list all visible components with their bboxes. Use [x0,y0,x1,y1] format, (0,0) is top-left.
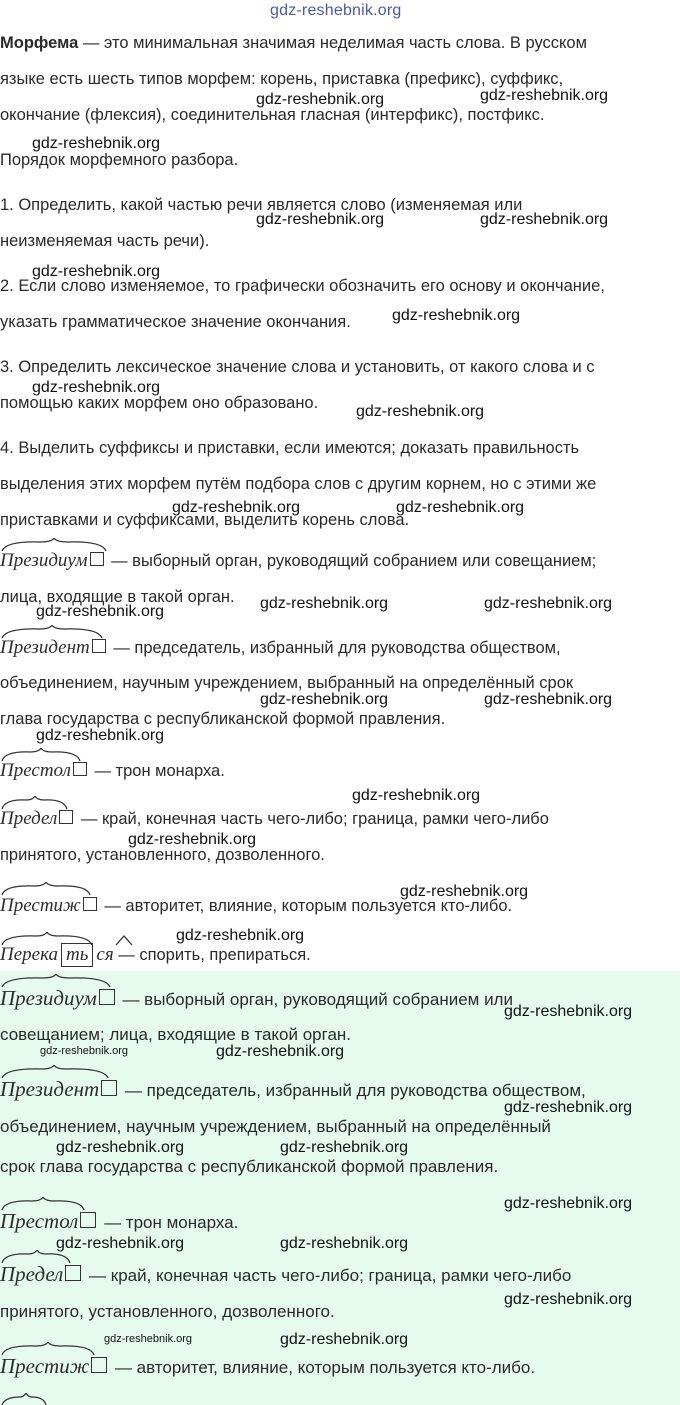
entry-prestol: Престол — трон монарха. [0,760,225,781]
word-prezident: Президент [0,637,90,658]
null-ending-box [101,1080,117,1096]
watermark: gdz-reshebnik.org [56,1235,185,1252]
step-3-line-1: 3. Определить лексическое значение слова и установить, от какого слова и с [0,358,595,376]
watermark: gdz-reshebnik.org [260,595,389,612]
word-prestizh-green: Престиж [0,1354,90,1378]
watermark: gdz-reshebnik.org [352,787,481,804]
watermark: gdz-reshebnik.org [260,691,389,708]
watermark: gdz-reshebnik.org [36,603,165,620]
word-prestol: Престол [0,760,71,781]
entry-predel: Предел — край, конечная часть чего-либо; граница, рамки чего-либо [0,808,549,829]
green-entry-prestizh: Престиж — авторитет, влияние, которым пользуется кто-либо. [0,1354,536,1378]
green-entry-predel: Предел — край, конечная часть чего-либо; граница, рамки чего-либо [0,1262,572,1286]
watermark: gdz-reshebnik.org [56,1139,185,1156]
step-1-line-1: 1. Определить, какой частью речи является слово (изменяемая или [0,196,523,214]
watermark: gdz-reshebnik.org [32,379,161,396]
word-predel: Предел [0,808,58,829]
watermark: gdz-reshebnik.org [356,403,485,420]
entry-prezidium: Президиум — выборный орган, руководящий собранием или совещанием; [0,550,597,571]
step-4-line-2: выделения этих морфем путём подбора слов с другим корнем, но с этими же [0,475,597,493]
null-ending-box [99,989,115,1005]
watermark: gdz-reshebnik.org [32,263,161,280]
intro-line-3: окончание (флексия), соединительная гласная (интерфикс), постфикс. [0,106,545,124]
watermark: gdz-reshebnik.org [128,831,257,848]
intro-line-1: Морфема — это минимальная значимая неделимая часть слова. В русском [0,34,587,52]
null-ending-box [80,1212,96,1228]
null-ending-box [65,1265,81,1281]
null-ending-box [59,810,73,824]
intro-line-2: языке есть шесть типов морфем: корень, приставка (префикс), суффикс, [0,70,564,88]
green-entry-prezident-line-2: объединением, научным учреждением, выбранный на определённый [0,1117,551,1136]
entry-predel-line-2: принятого, установленного, дозволенного. [0,846,325,864]
entry-prezidium-line-2: лица, входящие в такой орган. [0,588,235,606]
green-entry-prezident: Президент — председатель, избранный для руководства обществом, [0,1077,586,1101]
watermark: gdz-reshebnik.org [484,691,613,708]
entry-prereka: Перека ть ся — спорить, препираться. [0,944,311,965]
postfix: ся [96,944,114,965]
null-ending-box [73,762,87,776]
step-4-line-1: 4. Выделить суффиксы и приставки, если имеются; доказать правильность [0,439,580,457]
watermark: gdz-reshebnik.org [176,927,305,944]
step-2-line-2: указать грамматическое значение окончания. [0,313,351,331]
null-ending-box [92,639,106,653]
watermark: gdz-reshebnik.org [400,883,529,900]
watermark: gdz-reshebnik.org [484,595,613,612]
word-prezidium: Президиум [0,550,88,571]
watermark: gdz-reshebnik.org [280,1235,409,1252]
root-arc-prestizh [0,882,96,896]
watermark-top: gdz-reshebnik.org [270,2,402,19]
watermark: gdz-reshebnik.org [36,727,165,744]
term-morpheme: Морфема [0,34,79,52]
word-prereka: Перека [0,944,59,965]
green-entry-prestol: Престол — трон монарха. [0,1209,239,1233]
watermark: gdz-reshebnik.org [504,1291,633,1308]
watermark: gdz-reshebnik.org [172,499,301,516]
word-prestol-green: Престол [0,1209,79,1233]
word-prezidium-green: Президиум [0,986,97,1010]
watermark: gdz-reshebnik.org [504,1099,633,1116]
entry-prezident-line-2: объединением, научным учреждением, выбранный на определённый срок [0,674,574,692]
order-title: Порядок морфемного разбора. [0,151,239,169]
step-4-line-3: приставками и суффиксами, выделить корень слова. [0,511,410,529]
green-entry-prezidium-line-2: совещанием; лица, входящие в такой орган. [0,1025,352,1044]
watermark: gdz-reshebnik.org [480,87,609,104]
entry-prestizh: Престиж — авторитет, влияние, которым пользуется кто-либо. [0,895,513,916]
watermark-small: gdz-reshebnik.org [40,1045,129,1057]
watermark: gdz-reshebnik.org [392,307,521,324]
word-predel-green: Предел [0,1262,64,1286]
step-1-line-2: неизменяемая часть речи). [0,232,210,250]
watermark: gdz-reshebnik.org [396,499,525,516]
null-ending-box [90,552,104,566]
watermark: gdz-reshebnik.org [256,91,385,108]
watermark: gdz-reshebnik.org [280,1331,409,1348]
watermark: gdz-reshebnik.org [32,135,161,152]
entry-prezident-line-3: глава государства с республиканской формой правления. [0,710,446,728]
ending-box: ть [61,943,93,967]
green-entry-prezident-line-3: срок глава государства с республиканской формой правления. [0,1157,499,1176]
word-prestizh: Престиж [0,895,81,916]
watermark-small: gdz-reshebnik.org [104,1333,193,1345]
green-entry-predel-line-2: принятого, установленного, дозволенного. [0,1302,335,1321]
watermark: gdz-reshebnik.org [216,1043,345,1060]
green-entry-prezidium: Президиум — выборный орган, руководящий собранием или [0,986,513,1010]
watermark: gdz-reshebnik.org [256,211,385,228]
watermark: gdz-reshebnik.org [504,1195,633,1212]
null-ending-box [91,1357,107,1373]
null-ending-box [83,897,97,911]
word-prezident-green: Президент [0,1077,100,1101]
step-2-line-1: 2. Если слово изменяемое, то графически обозначить его основу и окончание, [0,277,605,295]
watermark: gdz-reshebnik.org [480,211,609,228]
watermark: gdz-reshebnik.org [504,1003,633,1020]
step-3-line-2: помощью каких морфем оно образовано. [0,394,319,412]
watermark: gdz-reshebnik.org [280,1139,409,1156]
root-arc-partial [0,1393,50,1405]
entry-prezident: Президент — председатель, избранный для руководства обществом, [0,637,561,658]
